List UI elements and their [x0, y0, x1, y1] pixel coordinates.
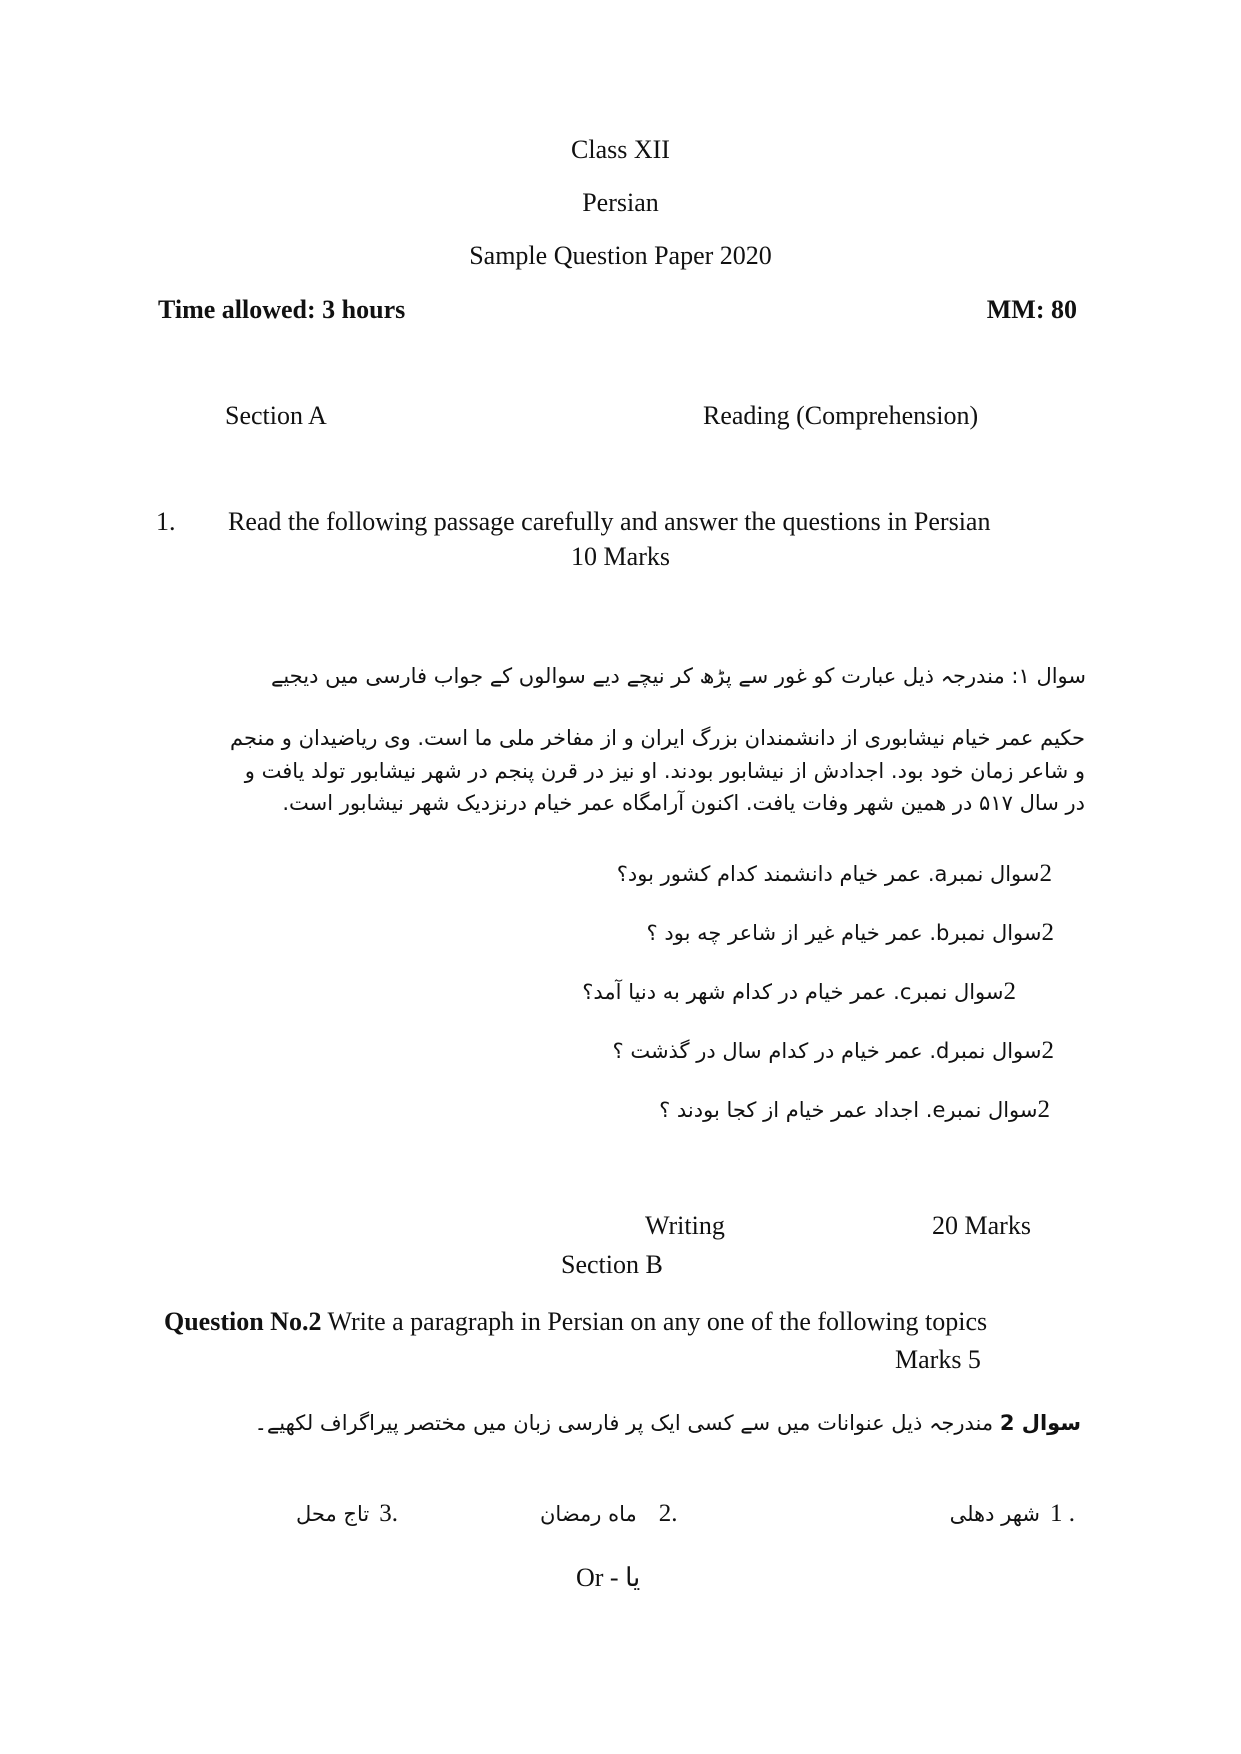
sub-question-text: سوال نمبرa. عمر خیام دانشمند کدام کشور بود؟: [616, 862, 1040, 886]
q1-instruction: Read the following passage carefully and answer the questions in Persian: [228, 507, 991, 536]
sub-question-a: [617, 855, 1086, 894]
sub-question-marks: 2: [1037, 1096, 1050, 1123]
topic-text: ماه رمضان: [540, 1502, 637, 1526]
sub-question-marks: 2: [1003, 978, 1016, 1005]
q2-label: Question No.2: [164, 1307, 322, 1336]
time-allowed: Time allowed: 3 hours: [158, 295, 406, 324]
topic-text: شهر دهلی: [949, 1502, 1040, 1526]
q2-urdu-label: سوال 2: [999, 1411, 1081, 1435]
sub-question-e: [659, 1091, 1086, 1130]
sub-question-text: سوال نمبرb. عمر خیام غیر از شاعر چه بود ؟: [646, 921, 1042, 945]
sub-question-marks: 2: [1041, 1037, 1054, 1064]
q1-passage: [155, 722, 1085, 820]
sub-question-text: سوال نمبرe. اجداد عمر خیام از کجا بودند ؟: [659, 1098, 1038, 1122]
topic-text: تاج محل: [296, 1502, 370, 1526]
q1-marks: 10 Marks: [571, 542, 670, 571]
or-separator: Or - یا: [576, 1563, 641, 1592]
subject-title: Persian: [582, 188, 659, 217]
q2-urdu-instruction: مندرجہ ذیل عنوانات میں سے کسی ایک پر فارسی زبان میں مختصر پیراگراف لکھیے۔: [254, 1411, 994, 1435]
passage-line: در سال ۵۱۷ در همین شهر وفات یافت. اکنون آرامگاه عمر خیام درنزدیک شهر نیشابور است.: [282, 791, 1085, 816]
sub-question-b: [647, 914, 1086, 953]
topic-item-2: [540, 1500, 678, 1528]
section-a-label: Section A: [225, 401, 327, 430]
sub-question-marks: 2: [1041, 919, 1054, 946]
q2-instruction-line: [164, 1306, 987, 1337]
passage-line: حکیم عمر خیام نیشابوری از دانشمندان بزرگ ایران و از مفاخر ملی ما است. وی ریاضیدان و منجم: [229, 726, 1085, 750]
max-marks: MM: 80: [986, 295, 1077, 324]
topic-item-3: [296, 1500, 398, 1528]
q1-number: 1.: [156, 507, 176, 536]
sub-question-c: [582, 973, 1086, 1012]
sub-question-marks: 2: [1039, 860, 1052, 887]
sub-question-d: [613, 1032, 1087, 1071]
section-b-title: Writing: [645, 1211, 725, 1240]
passage-line: و شاعر زمان خود بود. اجدادش از نیشابور بودند. او نیز در قرن پنجم در شهر نیشابور تولد یافت و: [244, 758, 1085, 783]
section-b-marks: 20 Marks: [932, 1211, 1031, 1240]
q2-instruction: Write a paragraph in Persian on any one of the following topics: [327, 1307, 988, 1336]
section-b-label: Section B: [561, 1250, 663, 1279]
topic-item-1: [950, 1500, 1075, 1528]
topic-number: 1 .: [1050, 1500, 1075, 1527]
q2-marks: Marks 5: [895, 1345, 981, 1374]
sub-question-text: سوال نمبرd. عمر خیام در کدام سال در گذشت ؟: [612, 1039, 1042, 1063]
paper-title: Sample Question Paper 2020: [469, 241, 772, 270]
topic-number: 3.: [379, 1500, 398, 1527]
q1-urdu-instruction: سوال ۱: مندرجہ ذیل عبارت کو غور سے پڑھ کر نیچے دیے سوالوں کے جواب فارسی میں دیجیے: [271, 664, 1086, 688]
section-a-title: Reading (Comprehension): [703, 401, 979, 430]
class-title: Class XII: [571, 135, 670, 164]
sub-question-text: سوال نمبرc. عمر خیام در کدام شهر به دنیا آمد؟: [582, 980, 1004, 1004]
q2-urdu-line: [255, 1407, 1081, 1440]
topic-number: 2.: [658, 1500, 678, 1527]
